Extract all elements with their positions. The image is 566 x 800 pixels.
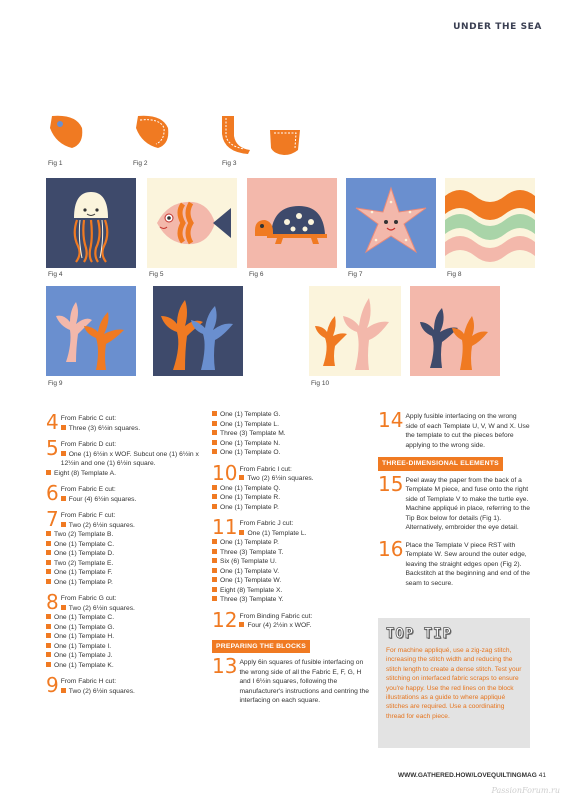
bullet-icon	[212, 539, 217, 544]
bullet-icon	[212, 485, 217, 490]
bullet-icon	[61, 522, 66, 527]
step-16: 16 Place the Template V piece RST with Template W. Sew around the outer edge, leaving the straight edges open (Fig 2). Backstitch at the beginning and end of the seam to secure.	[378, 536, 530, 587]
fig9-coral-block-a	[46, 286, 136, 376]
step-15: 15 Peel away the paper from the back of a Template M piece, and fuse onto the right side of Template V to make the turtle eye. Machine appliqué in place, referring to the Tip Box below for details (Fig 1). Alternatively, embroider the eye detail.	[378, 471, 530, 531]
bullet-icon	[212, 504, 217, 509]
footer-url[interactable]: WWW.GATHERED.HOW/LOVEQUILTINGMAG	[397, 772, 537, 779]
bullet-icon	[46, 624, 51, 629]
fig3-shape-a	[220, 114, 260, 154]
bullet-icon	[212, 558, 217, 563]
bullet-icon	[46, 579, 51, 584]
bullet-icon	[46, 560, 51, 565]
bullet-icon	[212, 494, 217, 499]
fig10-label: Fig 10	[311, 380, 330, 387]
fig8-label: Fig 8	[447, 271, 462, 278]
fig6-label: Fig 6	[249, 271, 264, 278]
top-tip-box	[378, 618, 530, 748]
bullet-icon	[46, 550, 51, 555]
page-number: 41	[538, 772, 546, 779]
bullet-icon	[212, 596, 217, 601]
instructions-column-3	[378, 408, 530, 595]
fig3-shape-b	[268, 128, 302, 156]
bullet-icon	[46, 652, 51, 657]
page-footer	[398, 772, 546, 779]
step-7: 7 From Fabric F cut: Two (2) 6½in squares. Two (2) Template B. One (1) Template C. One (1) Template D. Two (2) Template E. One (1) Template F. One (1) Template P.	[46, 507, 135, 586]
fig7-starfish-block	[346, 178, 436, 268]
fig4-jellyfish-block	[46, 178, 136, 268]
fig5-label: Fig 5	[149, 271, 164, 278]
bullet-icon	[212, 568, 217, 573]
bullet-icon	[46, 569, 51, 574]
fig1-label: Fig 1	[48, 160, 63, 167]
watermark: PassionForum.ru	[491, 786, 560, 795]
step-14: 14 Apply fusible interfacing on the wrong side of each Template U, V, W and X. Use the template to cut the pieces before applying to the wrong side.	[378, 408, 530, 449]
bullet-icon	[212, 440, 217, 445]
bullet-icon	[212, 587, 217, 592]
bullet-icon	[46, 643, 51, 648]
bullet-icon	[61, 451, 66, 456]
bullet-icon	[46, 614, 51, 619]
fig5-fish-block	[147, 178, 237, 268]
step-13: 13 Apply 6in squares of fusible interfacing on the wrong side of all the Fabric E, F, G, H and I 6½in squares, following the manufacturer's instructions and centring the interfacing on each square.	[212, 654, 369, 704]
step-10: 10 From Fabric I cut: Two (2) 6½in squares. One (1) Template Q. One (1) Template R. One (1) Template P.	[212, 460, 314, 511]
step-9: 9 From Fabric H cut: Two (2) 6½in squares.	[46, 673, 135, 697]
fig9-label: Fig 9	[48, 380, 63, 387]
bullet-icon	[239, 475, 244, 480]
bullet-icon	[212, 421, 217, 426]
cutting-column-2	[212, 410, 372, 713]
bullet-icon	[212, 449, 217, 454]
top-tip-text: For machine appliqué, use a zig-zag stitch, increasing the stitch width and reducing the stitch length to create a dense stitch. Test your stitching on interfaced fabric scraps to ensure you're happy. Use the red lines on the block illustrations as a guide to where appliqué stitches are required. Use a coordinating thread for each piece.	[386, 647, 522, 720]
bullet-icon	[46, 541, 51, 546]
bullet-icon	[61, 605, 66, 610]
bullet-icon	[212, 430, 217, 435]
step-4: 4 From Fabric C cut: Three (3) 6½in squares.	[46, 410, 141, 434]
bullet-icon	[46, 662, 51, 667]
bullet-icon	[46, 531, 51, 536]
bullet-icon	[212, 549, 217, 554]
bullet-icon	[61, 425, 66, 430]
fig4-label: Fig 4	[48, 271, 63, 278]
bullet-icon	[61, 496, 66, 501]
step-11: 11 From Fabric J cut: One (1) Template L. One (1) Template P. Three (3) Template T. Six (6) Template U. One (1) Template V. One (1) Template W. Eight (8) Template X. Three (3) Template Y.	[212, 515, 307, 603]
bullet-icon	[61, 688, 66, 693]
bullet-icon	[239, 622, 244, 627]
bullet-icon	[212, 577, 217, 582]
fig9-coral-block-b	[153, 286, 243, 376]
fig8-waves-block	[445, 178, 535, 268]
bullet-icon	[46, 633, 51, 638]
bullet-icon	[212, 411, 217, 416]
step-12: 12 From Binding Fabric cut: Four (4) 2½in x WOF.	[212, 607, 313, 632]
bullet-icon	[46, 470, 51, 475]
fig1-shape	[46, 114, 86, 150]
step-5: 5 From Fabric D cut: One (1) 6½in x WOF. Subcut one (1) 6½in x 12½in and one (1) 6½in square. Eight (8) Template A.	[46, 436, 199, 477]
step-8: 8 From Fabric G cut: Two (2) 6½in squares. One (1) Template C. One (1) Template G. One (1) Template H. One (1) Template I. One (1) Template J. One (1) Template K.	[46, 590, 135, 669]
fig10-coral-block-a	[309, 286, 401, 376]
fig2-shape	[132, 114, 172, 150]
section-heading-three-dimensional: THREE-DIMENSIONAL ELEMENTS	[378, 457, 503, 471]
step-6: 6 From Fabric E cut: Four (4) 6½in squares.	[46, 481, 137, 505]
cutting-column-1	[46, 410, 206, 703]
fig2-label: Fig 2	[133, 160, 148, 167]
bullet-icon	[239, 530, 244, 535]
fig3-label: Fig 3	[222, 160, 237, 167]
section-heading-preparing-blocks: PREPARING THE BLOCKS	[212, 640, 310, 654]
fig6-turtle-block	[247, 178, 337, 268]
top-tip-title: TOP TIP	[386, 626, 453, 642]
fig7-label: Fig 7	[348, 271, 363, 278]
step-9-continued: One (1) Template G. One (1) Template L. Three (3) Template M. One (1) Template N. One (1) Template O.	[212, 410, 372, 458]
fig10-coral-block-b	[410, 286, 500, 376]
section-title: UNDER THE SEA	[453, 22, 542, 32]
